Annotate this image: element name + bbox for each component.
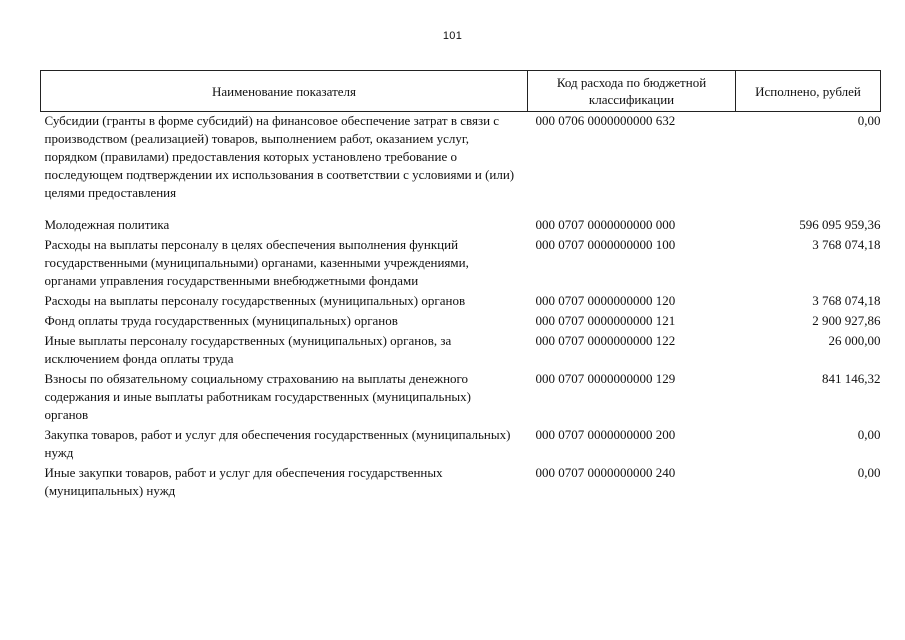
row-indicator-name: Иные закупки товаров, работ и услуг для обеспечения государственных (муниципальных) нужд	[44, 465, 443, 498]
row-executed-amount: 3 768 074,18	[812, 237, 881, 252]
row-executed-amount: 0,00	[857, 113, 881, 128]
row-indicator-name: Взносы по обязательному социальному страхованию на выплаты денежного содержания и иные выплаты работникам государственных (муниципальных) органов	[44, 371, 471, 422]
row-executed-amount: 841 146,32	[822, 371, 881, 386]
row-expense-code: 000 0707 0000000000 240	[535, 465, 676, 480]
table-row	[41, 292, 881, 312]
row-executed-amount: 0,00	[857, 465, 881, 480]
row-executed-amount: 26 000,00	[828, 333, 881, 348]
table-row	[41, 332, 881, 370]
header-executed-amount: Исполнено, рублей	[736, 71, 881, 112]
table-row	[41, 370, 881, 426]
row-executed-amount: 596 095 959,36	[799, 217, 881, 232]
row-executed-amount: 3 768 074,18	[812, 293, 881, 308]
row-expense-code: 000 0707 0000000000 121	[535, 313, 676, 328]
table-row	[41, 312, 881, 332]
header-indicator-name: Наименование показателя	[41, 71, 528, 112]
page-number: 101	[442, 30, 463, 42]
row-indicator-name: Молодежная политика	[44, 217, 170, 232]
table-row	[41, 426, 881, 464]
row-indicator-name: Иные выплаты персоналу государственных (муниципальных) органов, за исключением фонда оплаты труда	[44, 333, 452, 366]
header-row	[41, 71, 881, 112]
row-indicator-name: Фонд оплаты труда государственных (муниципальных) органов	[44, 313, 398, 328]
row-indicator-name: Расходы на выплаты персоналу в целях обеспечения выполнения функций государственными (муниципальными) органами, казенными учреждениями, органами управления государственными внебюджетными фондами	[44, 237, 469, 288]
row-expense-code: 000 0707 0000000000 122	[535, 333, 676, 348]
table-body	[41, 112, 881, 503]
row-indicator-name: Расходы на выплаты персоналу государственных (муниципальных) органов	[44, 293, 466, 308]
table-row	[41, 112, 881, 205]
row-expense-code: 000 0707 0000000000 000	[535, 217, 676, 232]
budget-execution-table	[40, 70, 881, 502]
table-row	[41, 464, 881, 502]
row-expense-code: 000 0707 0000000000 120	[535, 293, 676, 308]
header-expense-code: Код расхода по бюджетной классификации	[528, 71, 736, 112]
table-row	[41, 204, 881, 236]
table-header	[41, 71, 881, 112]
row-indicator-name: Закупка товаров, работ и услуг для обеспечения государственных (муниципальных) нужд	[44, 427, 511, 460]
row-expense-code: 000 0707 0000000000 200	[535, 427, 676, 442]
row-expense-code: 000 0706 0000000000 632	[535, 113, 676, 128]
row-executed-amount: 2 900 927,86	[812, 313, 881, 328]
table-row	[41, 236, 881, 292]
row-expense-code: 000 0707 0000000000 129	[535, 371, 676, 386]
row-indicator-name: Субсидии (гранты в форме субсидий) на финансовое обеспечение затрат в связи с производством (реализацией) товаров, выполнением работ, оказанием услуг, порядком (правилами) предоставления которых установлено требование о последующем подтверждении их использования в соответствии с условиями и (или) целями предоставления	[44, 113, 515, 200]
row-expense-code: 000 0707 0000000000 100	[535, 237, 676, 252]
row-executed-amount: 0,00	[857, 427, 881, 442]
